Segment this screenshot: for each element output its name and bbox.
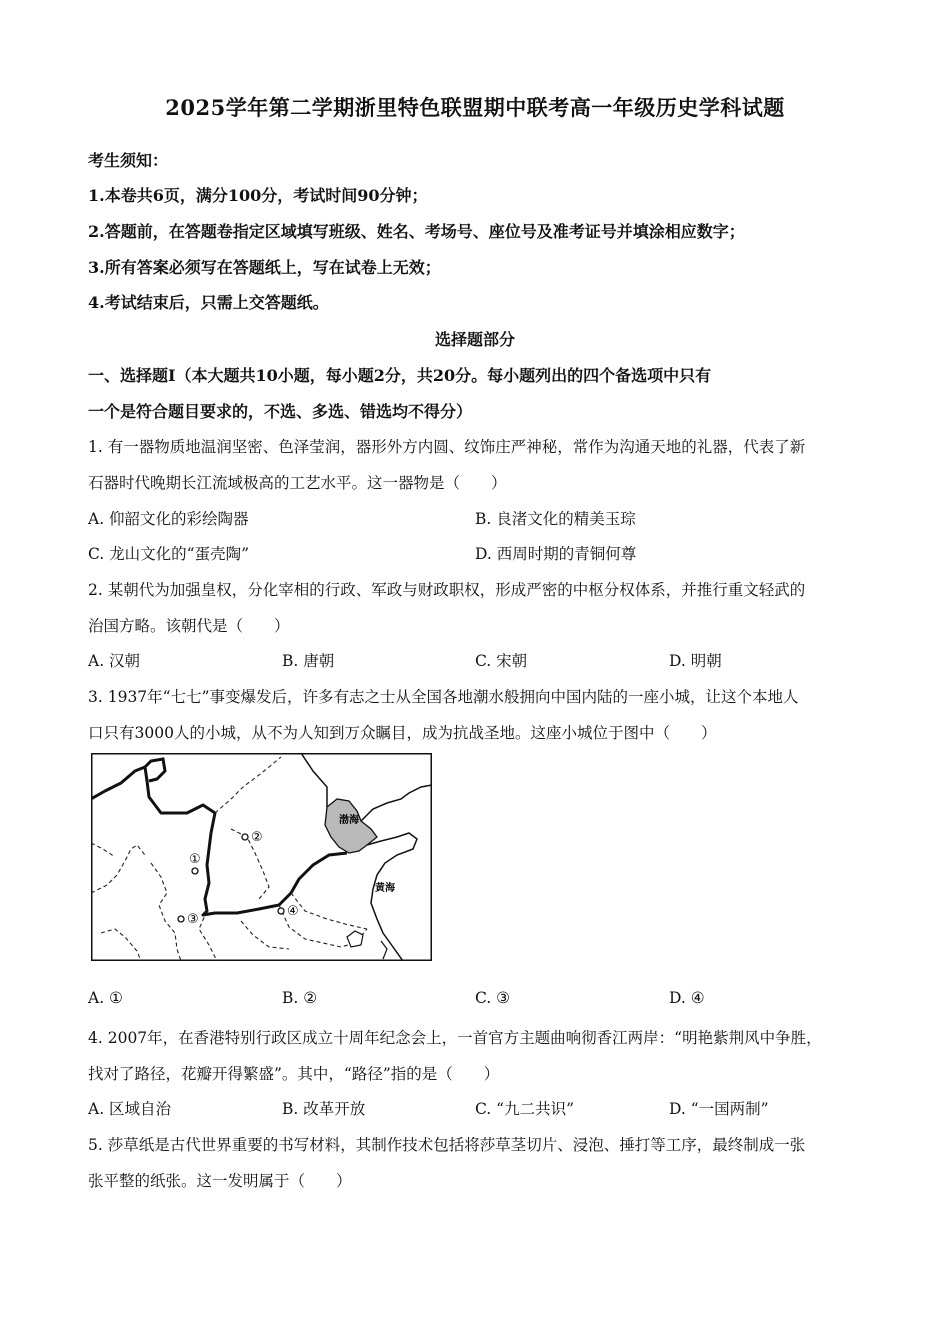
q4-option-a: A. 区域自治 xyxy=(88,1100,172,1118)
marker-3-dot xyxy=(178,916,184,922)
marker-1-dot xyxy=(192,868,198,874)
part-heading-line-1: 一、选择题Ⅰ（本大题共10小题，每小题2分，共20分。每小题列出的四个备选项中只有 xyxy=(88,366,712,385)
notice-heading: 考生须知： xyxy=(88,151,169,170)
q5-stem-line-2: 张平整的纸张。这一发明属于（ ） xyxy=(88,1172,352,1190)
q3-stem-line-1: 3. 1937年“七七”事变爆发后，许多有志之士从全国各地潮水般拥向中国内陆的一座小城，让这个本地人 xyxy=(88,688,799,706)
notice-item-1: 1.本卷共6页，满分100分，考试时间90分钟； xyxy=(88,186,428,205)
q4-option-c: C. “九二共识” xyxy=(475,1100,575,1118)
marker-2-label: ② xyxy=(251,830,263,845)
bohai-label: 渤海 xyxy=(339,815,359,826)
map-frame xyxy=(92,754,432,961)
q1-option-d: D. 西周时期的青铜何尊 xyxy=(475,545,637,563)
marker-4-dot xyxy=(278,908,284,914)
exam-title: 2025学年第二学期浙里特色联盟期中联考高一年级历史学科试题 xyxy=(165,95,785,120)
q3-option-d: D. ④ xyxy=(669,989,705,1007)
section-title: 选择题部分 xyxy=(434,330,515,349)
q1-option-c: C. 龙山文化的“蛋壳陶” xyxy=(88,545,250,563)
q4-option-b: B. 改革开放 xyxy=(282,1100,366,1118)
q4-stem-line-2: 找对了路径，花瓣开得繁盛”。其中，“路径”指的是（ ） xyxy=(88,1065,500,1083)
q1-stem-line-1: 1. 有一器物质地温润坚密、色泽莹润，器形外方内圆、纹饰庄严神秘，常作为沟通天地的礼器，代表了新 xyxy=(88,438,806,456)
marker-2-dot xyxy=(242,834,248,840)
q2-stem-line-2: 治国方略。该朝代是（ ） xyxy=(88,617,290,635)
huanghai-label: 黄海 xyxy=(375,883,395,894)
q2-option-a: A. 汉朝 xyxy=(88,652,141,670)
q4-option-d: D. “一国两制” xyxy=(669,1100,769,1118)
q3-option-b: B. ② xyxy=(282,989,318,1007)
q1-option-b: B. 良渚文化的精美玉琮 xyxy=(475,510,636,528)
notice-item-4: 4.考试结束后，只需上交答题纸。 xyxy=(88,293,329,312)
part-heading-line-2: 一个是符合题目要求的，不选、多选、错选均不得分） xyxy=(88,402,473,421)
q4-stem-line-1: 4. 2007年，在香港特别行政区成立十周年纪念会上，一首官方主题曲响彻香江两岸：“明艳紫荆风中争胜， xyxy=(88,1029,822,1047)
q1-option-a: A. 仰韶文化的彩绘陶器 xyxy=(88,510,249,528)
q5-stem-line-1: 5. 莎草纸是古代世界重要的书写材料，其制作技术包括将莎草茎切片、浸泡、捶打等工序，最终制成一张 xyxy=(88,1136,806,1154)
q2-stem-line-1: 2. 某朝代为加强皇权，分化宰相的行政、军政与财政职权，形成严密的中枢分权体系，并推行重文轻武的 xyxy=(88,581,806,599)
notice-item-3: 3.所有答案必须写在答题纸上，写在试卷上无效； xyxy=(88,258,441,277)
marker-1-label: ① xyxy=(189,852,201,867)
q3-option-a: A. ① xyxy=(88,989,123,1007)
marker-3-label: ③ xyxy=(187,912,199,927)
q2-option-c: C. 宋朝 xyxy=(475,652,528,670)
q2-option-d: D. 明朝 xyxy=(669,652,722,670)
marker-4-label: ④ xyxy=(287,904,299,919)
north-china-map xyxy=(91,753,432,961)
q3-stem-line-2: 口只有3000人的小城，从不为人知到万众瞩目，成为抗战圣地。这座小城位于图中（ ） xyxy=(88,724,717,742)
notice-item-2: 2.答题前，在答题卷指定区域填写班级、姓名、考场号、座位号及准考证号并填涂相应数字； xyxy=(88,222,745,241)
q1-stem-line-2: 石器时代晚期长江流域极高的工艺水平。这一器物是（ ） xyxy=(88,474,507,492)
q2-option-b: B. 唐朝 xyxy=(282,652,335,670)
q3-option-c: C. ③ xyxy=(475,989,511,1007)
